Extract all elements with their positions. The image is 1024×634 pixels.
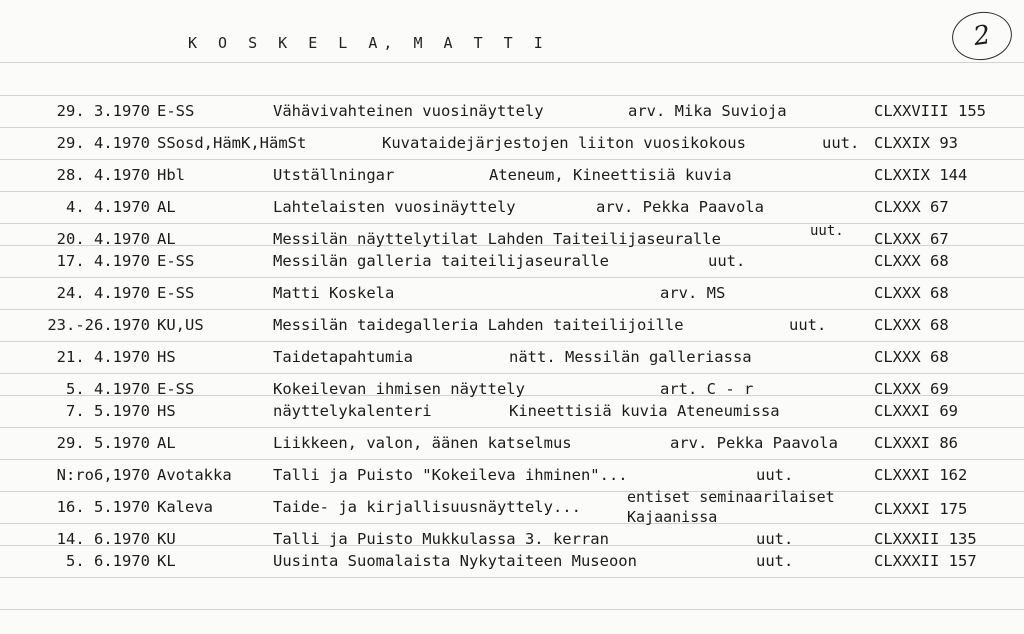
entry-text: Taidetapahtumia bbox=[273, 348, 413, 366]
entry-text: uut. bbox=[708, 252, 746, 270]
entry-date: 17. 4.1970 bbox=[56, 252, 150, 270]
entry-source: E-SS bbox=[157, 284, 195, 302]
entry-reference: CLXXX 68 bbox=[874, 348, 949, 366]
entry-reference: CLXXXII 157 bbox=[874, 552, 977, 570]
ruled-line bbox=[0, 373, 1024, 374]
entry-date: N:ro6,1970 bbox=[56, 466, 150, 484]
entry-text: arv. Pekka Paavola bbox=[596, 198, 764, 216]
entry-source: HS bbox=[157, 402, 176, 420]
entry-text: uut. bbox=[822, 134, 860, 152]
entry-text: Uusinta Suomalaista Nykytaiteen Museoon bbox=[273, 552, 637, 570]
entry-text: Liikkeen, valon, äänen katselmus bbox=[273, 434, 572, 452]
entry-reference: CLXXXI 175 bbox=[874, 500, 968, 518]
entry-date: 21. 4.1970 bbox=[56, 348, 150, 366]
entry-date: 29. 3.1970 bbox=[56, 102, 150, 120]
ruled-line bbox=[0, 127, 1024, 128]
entry-reference: CLXXX 69 bbox=[874, 380, 949, 398]
entry-reference: CLXXX 68 bbox=[874, 316, 949, 334]
entry-reference: CLXXIX 93 bbox=[874, 134, 958, 152]
entry-source: E-SS bbox=[157, 252, 195, 270]
entry-text: Taide- ja kirjallisuusnäyttely... bbox=[273, 498, 581, 516]
ruled-line bbox=[0, 191, 1024, 192]
entry-source: AL bbox=[157, 434, 176, 452]
entry-date: 28. 4.1970 bbox=[56, 166, 150, 184]
entry-text: näyttelykalenteri bbox=[273, 402, 432, 420]
entry-source: AL bbox=[157, 230, 176, 248]
entry-reference: CLXXXI 86 bbox=[874, 434, 958, 452]
entry-source: E-SS bbox=[157, 380, 195, 398]
ruled-line bbox=[0, 159, 1024, 160]
entry-date: 29. 4.1970 bbox=[56, 134, 150, 152]
entry-reference: CLXXXII 135 bbox=[874, 530, 977, 548]
entry-text: uut. bbox=[756, 530, 794, 548]
entry-reference: CLXXX 67 bbox=[874, 198, 949, 216]
ruled-line bbox=[0, 277, 1024, 278]
entry-date: 23.-26.1970 bbox=[47, 316, 150, 334]
ruled-line bbox=[0, 223, 1024, 224]
entry-reference: CLXXX 67 bbox=[874, 230, 949, 248]
entry-reference: CLXXVIII 155 bbox=[874, 102, 986, 120]
entry-date: 4. 4.1970 bbox=[66, 198, 150, 216]
entry-text: Kineettisiä kuvia Ateneumissa bbox=[509, 402, 780, 420]
entry-source: Hbl bbox=[157, 166, 185, 184]
entry-source: KU,US bbox=[157, 316, 204, 334]
entry-text: Talli ja Puisto Mukkulassa 3. kerran bbox=[273, 530, 609, 548]
entry-source: KU bbox=[157, 530, 176, 548]
entry-text: Utställningar bbox=[273, 166, 395, 184]
entry-text: Kuvataidejärjestojen liiton vuosikokous bbox=[382, 134, 746, 152]
entry-text: Matti Koskela bbox=[273, 284, 395, 302]
entry-note: Kajaanissa bbox=[627, 508, 718, 526]
entry-text: uut. bbox=[789, 316, 827, 334]
page-number-circle bbox=[949, 8, 1015, 64]
ruled-line bbox=[0, 523, 1024, 524]
entry-text: arv. MS bbox=[660, 284, 726, 302]
entry-source: Avotakka bbox=[157, 466, 232, 484]
entry-text: Messilän galleria taiteilijaseuralle bbox=[273, 252, 609, 270]
ruled-line bbox=[0, 609, 1024, 610]
ruled-line bbox=[0, 491, 1024, 492]
entry-source: AL bbox=[157, 198, 176, 216]
entry-source: SSosd,HämK,HämSt bbox=[157, 134, 307, 152]
entry-date: 24. 4.1970 bbox=[56, 284, 150, 302]
entry-date: 29. 5.1970 bbox=[56, 434, 150, 452]
entry-source: Kaleva bbox=[157, 498, 213, 516]
entry-text: Messilän näyttelytilat Lahden Taiteilijaseuralle bbox=[273, 230, 721, 248]
entry-text: arv. Mika Suvioja bbox=[628, 102, 787, 120]
entry-reference: CLXXX 68 bbox=[874, 284, 949, 302]
entry-date: 5. 4.1970 bbox=[66, 380, 150, 398]
entry-reference: CLXXIX 144 bbox=[874, 166, 968, 184]
entry-text: art. C - r bbox=[660, 380, 754, 398]
entry-text: Lahtelaisten vuosinäyttely bbox=[273, 198, 516, 216]
entry-reference: CLXXX 68 bbox=[874, 252, 949, 270]
ruled-line bbox=[0, 577, 1024, 578]
entry-source: KL bbox=[157, 552, 176, 570]
entry-text: arv. Pekka Paavola bbox=[670, 434, 838, 452]
entry-text: uut. bbox=[756, 466, 794, 484]
card-title: K O S K E L A, M A T T I bbox=[188, 34, 549, 52]
entry-reference: CLXXXI 69 bbox=[874, 402, 958, 420]
entry-text: nätt. Messilän galleriassa bbox=[509, 348, 752, 366]
entry-text: Ateneum, Kineettisiä kuvia bbox=[489, 166, 732, 184]
entry-date: 20. 4.1970 bbox=[56, 230, 150, 248]
ruled-line bbox=[0, 459, 1024, 460]
entry-text: Vähävivahteinen vuosinäyttely bbox=[273, 102, 544, 120]
page-number: 2 bbox=[971, 19, 993, 53]
entry-date: 5. 6.1970 bbox=[66, 552, 150, 570]
ruled-line bbox=[0, 95, 1024, 96]
entry-reference: CLXXXI 162 bbox=[874, 466, 968, 484]
entry-source: E-SS bbox=[157, 102, 195, 120]
entry-source: HS bbox=[157, 348, 176, 366]
entry-text: Kokeilevan ihmisen näyttely bbox=[273, 380, 525, 398]
ruled-line bbox=[0, 309, 1024, 310]
ruled-line bbox=[0, 341, 1024, 342]
entry-text: Messilän taidegalleria Lahden taiteilijoille bbox=[273, 316, 684, 334]
ruled-line bbox=[0, 427, 1024, 428]
entry-date: 7. 5.1970 bbox=[66, 402, 150, 420]
entry-note: uut. bbox=[810, 223, 844, 239]
entry-note: entiset seminaarilaiset bbox=[627, 488, 835, 506]
entry-text: uut. bbox=[756, 552, 794, 570]
entry-date: 14. 6.1970 bbox=[56, 530, 150, 548]
ruled-line bbox=[0, 62, 1024, 63]
entry-date: 16. 5.1970 bbox=[56, 498, 150, 516]
entry-text: Talli ja Puisto "Kokeileva ihminen"... bbox=[273, 466, 628, 484]
